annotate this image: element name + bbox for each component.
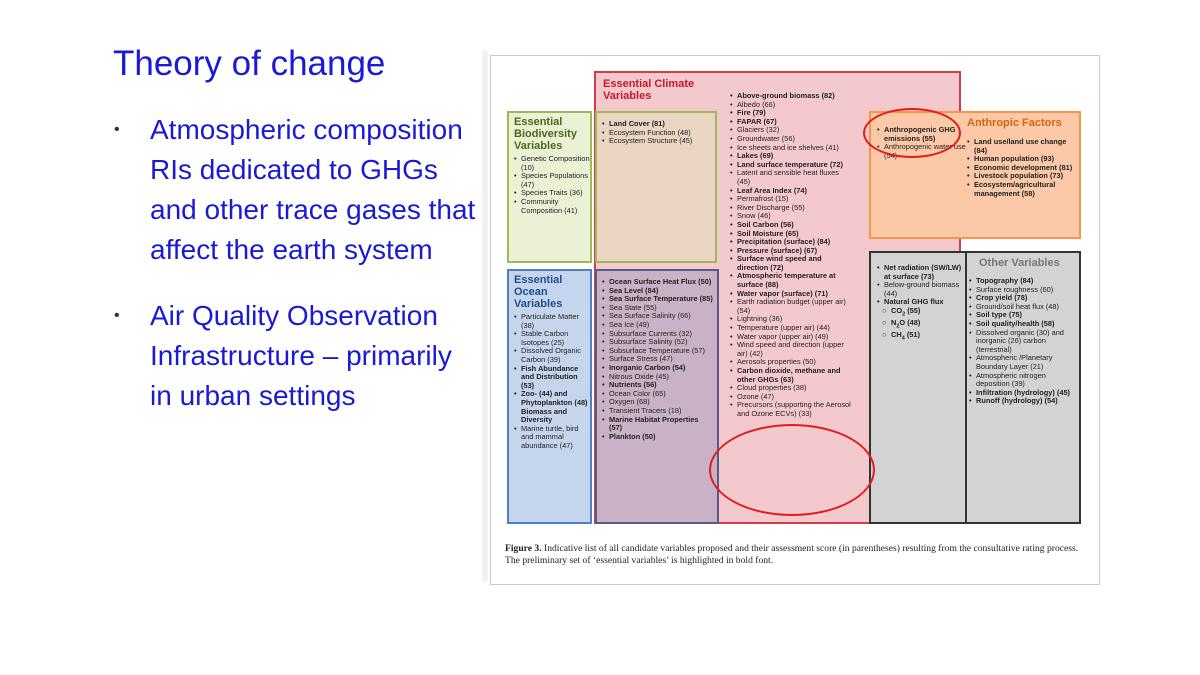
highlight-circle-ghg-emissions [863,108,961,158]
bullet-atmospheric-composition [110,110,480,270]
list-item: • Snow (46) [730,212,854,221]
ocean-climate-overlap-box [595,269,719,524]
list-item: • Dissolved organic (30) and inorganic (26) carbon (terrestrial) [969,329,1079,355]
list-item: • Subsurface Currents (32) [602,330,713,339]
list-item: • Above-ground biomass (82) [730,92,854,101]
list-item: • Anthropogenic GHG emissions (55) [877,126,967,143]
list-item: • Precipitation (surface) (84) [730,238,854,247]
list-item: • Plankton (50) [602,433,713,442]
list-item: • Dissolved Organic Carbon (39) [514,347,590,364]
list-item: • Albedo (66) [730,101,854,110]
figure-caption-text: Indicative list of all candidate variables proposed and their assessment score (in parentheses) resulting from the consultative rating process. The preliminary set of ‘essential variables’ is highlighted in bold font. [505,543,1079,566]
list-item: • Ozone (47) [730,393,854,402]
list-item: • Human population (93) [967,155,1079,164]
list-item: • Nutrients (56) [602,381,713,390]
biodiversity-variables-box [507,111,592,263]
list-item: • Soil type (75) [969,311,1079,320]
list-item: • Genetic Composition (10) [514,155,590,172]
list-item: • Carbon dioxide, methane and other GHGs (63) [730,367,854,384]
list-item: • Inorganic Carbon (54) [602,364,713,373]
list-item: • Temperature (upper air) (44) [730,324,854,333]
bullet-marker: • [114,307,120,324]
list-item: • Land use/land use change (84) [967,138,1079,155]
list-item: • Surface roughness (60) [969,286,1079,295]
list-item: • Ground/soil heat flux (48) [969,303,1079,312]
list-item: • Fish Abundance and Distribution (53) [514,365,590,391]
biodiversity-variables-list [509,155,590,215]
list-item: • Marine Habitat Properties (57) [602,416,713,433]
biodiversity-variables-title: Essential Biodiversity Variables [514,116,577,152]
list-item: • Community Composition (41) [514,198,590,215]
anthropic-factors-list [967,138,1079,198]
bullet-marker: • [114,121,120,138]
list-item: • Livestock population (73) [967,172,1079,181]
essential-variables-figure [490,55,1100,585]
list-item: • Ocean Color (65) [602,390,713,399]
list-item: • Subsurface Temperature (57) [602,347,713,356]
ghg-flux-co2: ○ $CO_2$ (55) [877,307,967,319]
list-item: • Wind speed and direction (upper air) (42) [730,341,854,358]
ocean-variables-list [509,313,590,451]
ocean-variables-box [507,269,592,524]
list-item: • Pressure (surface) (67) [730,247,854,256]
list-item: • Aerosols properties (50) [730,358,854,367]
anthropic-factors-title: Anthropic Factors [967,117,1062,129]
list-item: • Species Populations (47) [514,172,590,189]
list-item: • Atmospheric nitrogen deposition (39) [969,372,1079,389]
list-item: • Ocean Surface Heat Flux (50) [602,278,713,287]
climate-variables-title: Essential Climate Variables [603,78,695,102]
list-item: • Latent and sensible heat fluxes (45) [730,169,854,186]
other-variables-title: Other Variables [979,257,1060,269]
list-item: • Net radiation (SW/LW) at surface (73) [877,264,967,281]
figure-caption-label: Figure 3. [505,543,542,554]
list-item: • Transient Tracers (18) [602,407,713,416]
list-item: • Precursors (supporting the Aerosol and Ozone ECVs) (33) [730,401,854,418]
list-item: • Land Cover (81) [602,120,711,129]
biodiversity-climate-overlap-box [595,111,717,263]
climate-variables-list [730,92,854,419]
list-item: • Ecosystem Structure (45) [602,137,711,146]
list-item: • Economic development (81) [967,164,1079,173]
list-item: • Soil Moisture (65) [730,230,854,239]
list-item: • River Discharge (55) [730,204,854,213]
list-item: • Particulate Matter (38) [514,313,590,330]
list-item: • Soil Carbon (56) [730,221,854,230]
list-item: • Lightning (36) [730,315,854,324]
list-item: • Atmospheric temperature at surface (88) [730,272,854,289]
list-item: • Glaciers (32) [730,126,854,135]
list-item: • Subsurface Salinity (52) [602,338,713,347]
figure-caption [505,543,1091,567]
list-item: • Oxygen (68) [602,398,713,407]
list-item: • Lakes (69) [730,152,854,161]
list-item: • Sea Level (84) [602,287,713,296]
ghg-flux-n2o: ○ $N_2O$ (48) [877,319,967,331]
list-item: • Permafrost (15) [730,195,854,204]
list-item: • Below-ground biomass (44) [877,281,967,298]
list-item: • Infiltration (hydrology) (45) [969,389,1079,398]
list-item: • Fire (79) [730,109,854,118]
ocean-variables-title: Essential Ocean Variables [514,274,563,310]
figure-shadow [482,50,488,582]
bullet-text: Air Quality Observation Infrastructure – primarily in urban settings [150,300,452,411]
list-item: • Stable Carbon Isotopes (25) [514,330,590,347]
list-item: • Leaf Area Index (74) [730,187,854,196]
bullet-list [110,110,480,416]
list-item: • Surface wind speed and direction (72) [730,255,854,272]
bullet-air-quality [110,296,480,416]
list-item: • Crop yield (78) [969,294,1079,303]
list-item: • Land surface temperature (72) [730,161,854,170]
bullet-text: Atmospheric composition RIs dedicated to GHGs and other trace gases that affect the earth system [150,114,476,265]
list-item: • Topography (84) [969,277,1079,286]
list-item: • Groundwater (56) [730,135,854,144]
ghg-flux-ch4: ○ $CH_4$ (51) [877,331,967,343]
list-item: • Ecosystem/agricultural management (58) [967,181,1079,198]
list-item: • Sea State (55) [602,304,713,313]
list-item: • Atmospheric /Planetary Boundary Layer (21) [969,354,1079,371]
list-item: • Cloud properties (38) [730,384,854,393]
list-item: • Soil quality/health (58) [969,320,1079,329]
list-item: • Species Traits (36) [514,189,590,198]
list-item: • Marine turtle, bird and mammal abundance (47) [514,425,590,451]
list-item: • Sea Surface Temperature (85) [602,295,713,304]
list-item: • Water vapor (surface) (71) [730,290,854,299]
other-variables-list [969,277,1079,406]
other-climate-list [877,264,967,343]
list-item: • Zoo- (44) and Phytoplankton (48) Biomass and Diversity [514,390,590,424]
list-item: • Sea Surface Salinity (66) [602,312,713,321]
slide-title: Theory of change [113,44,386,83]
list-item: • Water vapor (upper air) (49) [730,333,854,342]
list-item: • Runoff (hydrology) (54) [969,397,1079,406]
ocean-climate-list [602,278,713,441]
list-item: • Natural GHG flux [877,298,967,307]
list-item: • Ice sheets and ice shelves (41) [730,144,854,153]
list-item: • FAPAR (67) [730,118,854,127]
other-variables-box [869,251,1081,524]
list-item: • Earth radiation budget (upper air) (54) [730,298,854,315]
list-item: • Ecosystem Function (48) [602,129,711,138]
list-item: • Surface Stress (47) [602,355,713,364]
list-item: • Sea Ice (49) [602,321,713,330]
highlight-circle-carbon-dioxide [709,424,875,516]
list-item: • Nitrous Oxide (45) [602,373,713,382]
biodiversity-climate-list [602,120,711,146]
list-item: • Anthropogenic water use (54) [877,143,967,160]
